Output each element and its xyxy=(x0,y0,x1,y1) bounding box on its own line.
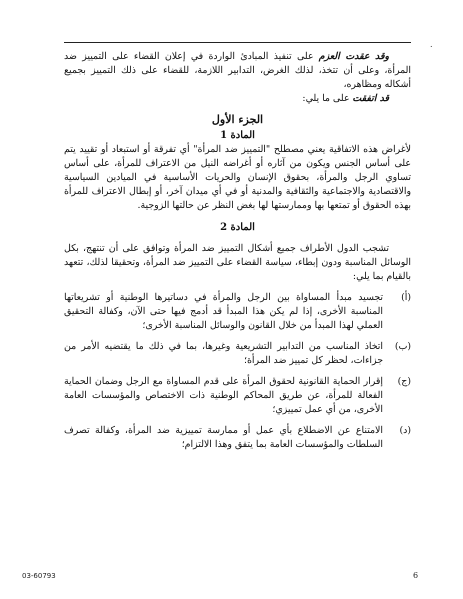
item-label: (أ) xyxy=(401,292,411,303)
item-text: الامتناع عن الاضطلاع بأي عمل أو ممارسة تمييزية ضد المرأة، وكفالة تصرف السلطات والمؤسسات العامة بما يتفق وهذا الالتزام؛ xyxy=(64,425,383,450)
preamble-lead: قد اتفقت xyxy=(352,93,389,104)
page-number: 6 xyxy=(413,571,419,580)
preamble-paragraph-agreed xyxy=(64,92,411,106)
document-code: 03-60793 xyxy=(22,572,56,580)
article-1-title: المادة 1 xyxy=(220,130,255,141)
article-2-item-c xyxy=(64,375,411,417)
item-label: (ج) xyxy=(397,376,411,387)
part-title: الجزء الأول xyxy=(211,113,264,126)
item-label: (د) xyxy=(399,425,411,436)
article-2-item-d xyxy=(64,424,411,452)
article-1-text: لأغراض هذه الاتفاقية يعني مصطلح "التمييز ضد المرأة" أي تفرقة أو استبعاد أو تقييد يتم على أساس الجنس ويكون من آثاره أو أغراضه النيل من الاعتراف للمرأة، على أساس تساوي الرجل والمرأة، بحقوق الإنسان والحريات الأساسية في الميادين السياسية والاقتصادية والاجتماعية والثقافية والمدنية أو في أي ميدان آخر، أو إبطال الاعتراف للمرأة بهذه الحقوق أو تمتعها بها وممارستها لها بغض النظر عن حالتها الزوجية. xyxy=(64,144,411,211)
preamble-text: على ما يلي: xyxy=(302,93,353,104)
article-2-intro: تشجب الدول الأطراف جميع أشكال التمييز ضد المرأة وتوافق على أن تنتهج، بكل الوسائل المناسبة ودون إبطاء، سياسة القضاء على التمييز ضد المرأة، وتحقيقا لذلك، تتعهد بالقيام بما يلي: xyxy=(64,243,411,282)
corner-mark: . xyxy=(430,40,433,49)
header-rule xyxy=(64,42,411,43)
article-2-title: المادة 2 xyxy=(220,222,255,233)
preamble-lead: وقد عقدت العزم xyxy=(318,51,389,62)
preamble-text: على تنفيذ المبادئ الواردة في إعلان القضاء على التمييز ضد المرأة، وعلى أن تتخذ، لذلك الغرض، التدابير اللازمة، للقضاء على ذلك التمييز بجميع أشكاله ومظاهره، xyxy=(64,51,411,90)
item-text: إقرار الحماية القانونية لحقوق المرأة على قدم المساواة مع الرجل وضمان الحماية الفعالة للمرأة، عن طريق المحاكم الوطنية ذات الاختصاص والمؤسسات العامة الأخرى، من أي عمل تمييزي؛ xyxy=(64,376,383,415)
item-text: تجسيد مبدأ المساواة بين الرجل والمرأة في دساتيرها الوطنية أو تشريعاتها المناسبة الأخرى، إذا لم يكن هذا المبدأ قد أدمج فيها حتى الآن، وكفالة التحقيق العملي لهذا المبدأ من خلال القانون والوسائل المناسبة الأخرى؛ xyxy=(64,292,383,331)
item-text: اتخاذ المناسب من التدابير التشريعية وغيرها، بما في ذلك ما يقتضيه الأمر من جزاءات، لحظر كل تمييز ضد المرأة؛ xyxy=(64,341,383,366)
document-body xyxy=(64,50,411,452)
preamble-paragraph-resolved xyxy=(64,50,411,92)
article-2-item-b xyxy=(64,340,411,368)
item-label: (ب) xyxy=(394,341,411,352)
article-2-item-a xyxy=(64,291,411,333)
